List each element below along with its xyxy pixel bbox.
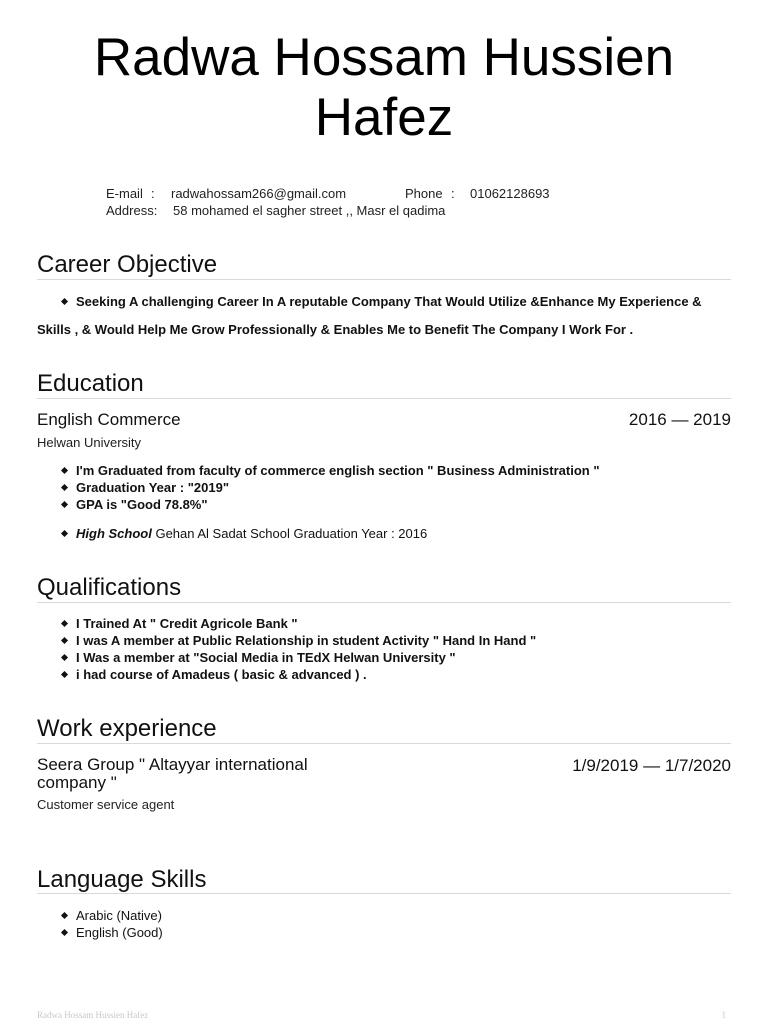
education-divider	[37, 398, 731, 399]
address-value: 58 mohamed el sagher street ,, Masr el qadima	[173, 203, 446, 218]
bullet-icon	[61, 654, 68, 661]
footer-name: Radwa Hossam Hussien Hafez	[37, 1010, 149, 1020]
email-separator: :	[151, 186, 155, 201]
phone-value: 01062128693	[470, 186, 550, 201]
list-item: GPA is "Good 78.8%"	[37, 496, 731, 513]
career-divider	[37, 279, 731, 280]
list-item: Arabic (Native)	[37, 907, 731, 924]
bullet-icon	[61, 637, 68, 644]
language-divider	[37, 893, 731, 894]
bullet-icon	[61, 298, 68, 305]
bullet-icon	[61, 484, 68, 491]
bullet-icon	[61, 467, 68, 474]
list-item: Graduation Year : "2019"	[37, 479, 731, 496]
address-label: Address:	[106, 203, 158, 218]
list-item: I was A member at Public Relationship in student Activity " Hand In Hand "	[37, 632, 731, 649]
list-item: English (Good)	[37, 924, 731, 941]
list-item: I'm Graduated from faculty of commerce english section " Business Administration "	[37, 462, 731, 479]
career-objective-title: Career Objective	[37, 251, 218, 278]
high-school-list	[37, 525, 731, 542]
bullet-icon	[61, 530, 68, 537]
qualifications-list	[37, 615, 731, 683]
email-label: E-mail	[106, 186, 143, 201]
work-experience-title: Work experience	[37, 715, 217, 742]
bullet-icon	[61, 620, 68, 627]
work-entry-date: 1/9/2019 — 1/7/2020	[572, 756, 731, 775]
education-institution: Helwan University	[37, 435, 142, 450]
education-details-list	[37, 462, 731, 513]
qualifications-divider	[37, 602, 731, 603]
bullet-icon	[61, 501, 68, 508]
name-line-2: Hafez	[314, 88, 454, 147]
language-list	[37, 907, 731, 941]
language-skills-title: Language Skills	[37, 866, 207, 893]
email-value: radwahossam266@gmail.com	[171, 186, 347, 201]
high-school-text: Gehan Al Sadat School Graduation Year : 2016	[151, 526, 428, 541]
career-objective-list	[37, 293, 731, 310]
work-entry-title: Seera Group " Altayyar international company "	[37, 755, 308, 792]
footer-page-number: 1	[721, 1010, 726, 1020]
education-title: Education	[37, 370, 144, 397]
list-item: I Trained At " Credit Agricole Bank "	[37, 615, 731, 632]
phone-label: Phone	[405, 186, 443, 201]
list-item: Seeking A challenging Career In A reputable Company That Would Utilize &Enhance My Experience &	[37, 293, 731, 310]
education-entry-date: 2016 — 2019	[628, 410, 731, 429]
education-entry-title: English Commerce	[37, 410, 181, 429]
phone-separator: :	[451, 186, 455, 201]
work-role: Customer service agent	[37, 797, 175, 812]
list-item: I Was a member at "Social Media in TEdX Helwan University "	[37, 649, 731, 666]
list-item: i had course of Amadeus ( basic & advanced ) .	[37, 666, 731, 683]
resume-name	[0, 28, 768, 148]
work-divider	[37, 743, 731, 744]
career-objective-continuation: Skills , & Would Help Me Grow Professionally & Enables Me to Benefit The Company I Work For .	[37, 322, 634, 337]
list-item	[37, 525, 731, 542]
bullet-icon	[61, 912, 68, 919]
bullet-icon	[61, 929, 68, 936]
name-line-1: Radwa Hossam Hussien	[93, 28, 675, 87]
high-school-label: High School	[76, 526, 152, 541]
bullet-icon	[61, 671, 68, 678]
qualifications-title: Qualifications	[37, 574, 182, 601]
